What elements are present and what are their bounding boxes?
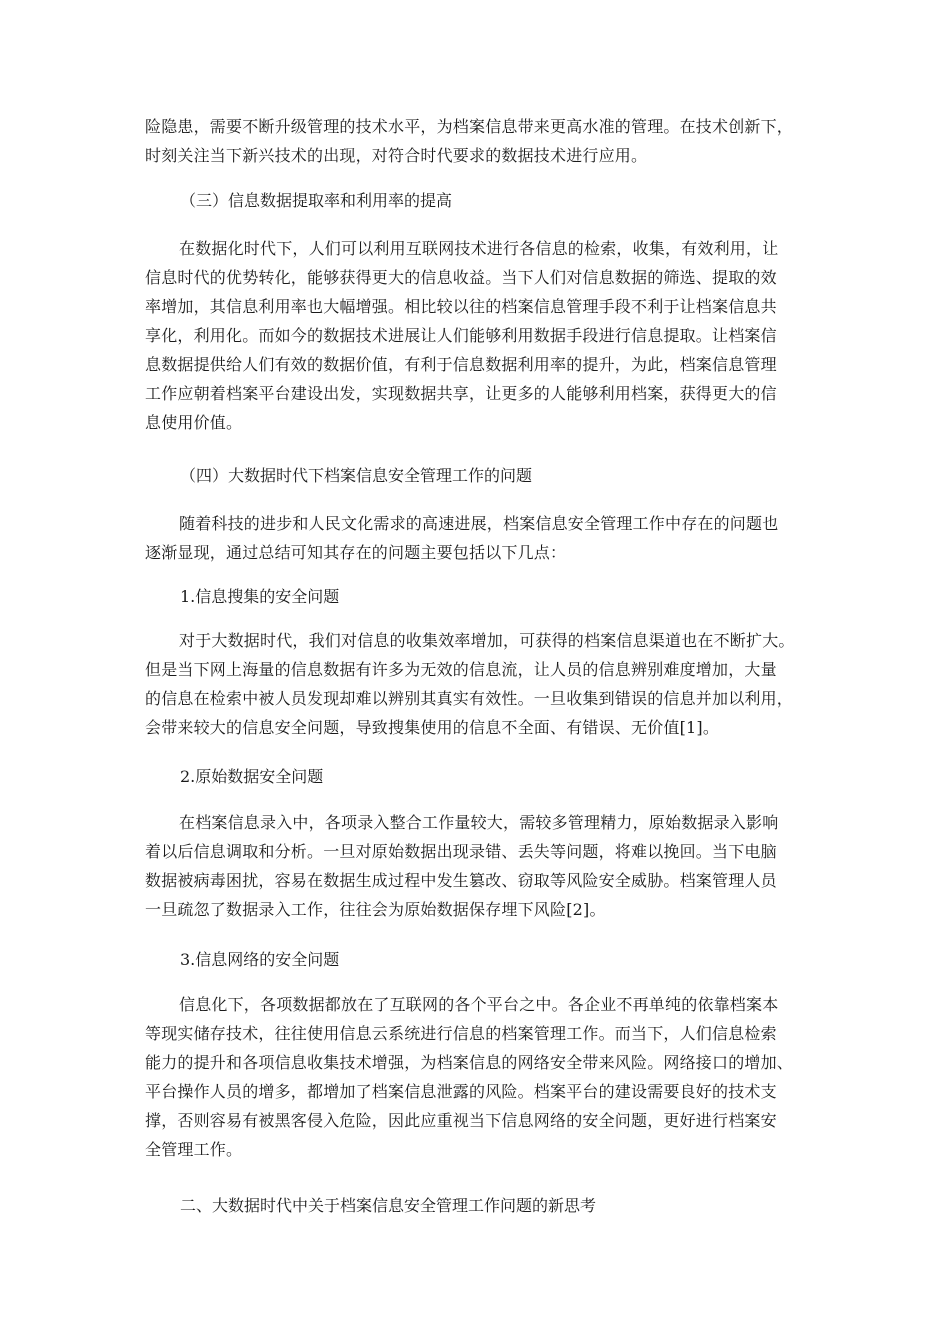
text-line: 险隐患，需要不断升级管理的技术水平，为档案信息带来更高水准的管理。在技术创新下，	[145, 117, 794, 136]
subsection-heading-1: 1.信息搜集的安全问题	[180, 587, 340, 606]
text-line: 信息时代的优势转化，能够获得更大的信息收益。当下人们对信息数据的筛选、提取的效	[145, 268, 777, 287]
text-line: 逐渐显现，通过总结可知其存在的问题主要包括以下几点：	[145, 543, 567, 562]
text-line: 会带来较大的信息安全问题，导致搜集使用的信息不全面、有错误、无价值[1]。	[145, 718, 720, 737]
text-line: 的信息在检索中被人员发现却难以辨别其真实有效性。一旦收集到错误的信息并加以利用，	[145, 689, 794, 708]
text-line: 在数据化时代下，人们可以利用互联网技术进行各信息的检索，收集，有效利用，让	[179, 239, 779, 258]
paragraph-6	[145, 990, 805, 1164]
section-heading-4: （四）大数据时代下档案信息安全管理工作的问题	[180, 466, 533, 485]
section-heading-3: （三）信息数据提取率和利用率的提高	[180, 191, 453, 210]
text-line: 在档案信息录入中，各项录入整合工作量较大，需较多管理精力，原始数据录入影响	[179, 813, 779, 832]
text-line: 数据被病毒困扰，容易在数据生成过程中发生篡改、窃取等风险安全威胁。档案管理人员	[145, 871, 777, 890]
text-line: 时刻关注当下新兴技术的出现，对符合时代要求的数据技术进行应用。	[145, 146, 648, 165]
subsection-heading-2: 2.原始数据安全问题	[180, 767, 324, 786]
paragraph-1	[145, 112, 805, 170]
subsection-heading-3: 3.信息网络的安全问题	[180, 950, 340, 969]
text-line: 等现实储存技术，往往使用信息云系统进行信息的档案管理工作。而当下，人们信息检索	[145, 1024, 777, 1043]
text-line: 一旦疏忽了数据录入工作，往往会为原始数据保存埋下风险[2]。	[145, 900, 606, 919]
paragraph-5	[145, 808, 805, 924]
text-line: 着以后信息调取和分析。一旦对原始数据出现录错、丢失等问题，将难以挽回。当下电脑	[145, 842, 777, 861]
chapter-heading-2: 二、大数据时代中关于档案信息安全管理工作问题的新思考	[180, 1196, 597, 1215]
text-line: 随着科技的进步和人民文化需求的高速进展，档案信息安全管理工作中存在的问题也	[179, 514, 779, 533]
text-line: 息数据提供给人们有效的数据价值，有利于信息数据利用率的提升，为此，档案信息管理	[145, 355, 777, 374]
text-line: 撑，否则容易有被黑客侵入危险，因此应重视当下信息网络的安全问题，更好进行档案安	[145, 1111, 777, 1130]
text-line: 全管理工作。	[145, 1140, 243, 1159]
text-line: 对于大数据时代，我们对信息的收集效率增加，可获得的档案信息渠道也在不断扩大。	[179, 631, 795, 650]
text-line: 率增加，其信息利用率也大幅增强。相比较以往的档案信息管理手段不利于让档案信息共	[145, 297, 777, 316]
text-line: 息使用价值。	[145, 413, 243, 432]
text-line: 平台操作人员的增多，都增加了档案信息泄露的风险。档案平台的建设需要良好的技术支	[145, 1082, 777, 1101]
text-line: 信息化下，各项数据都放在了互联网的各个平台之中。各企业不再单纯的依靠档案本	[179, 995, 779, 1014]
text-line: 工作应朝着档案平台建设出发，实现数据共享，让更多的人能够利用档案，获得更大的信	[145, 384, 777, 403]
text-line: 能力的提升和各项信息收集技术增强，为档案信息的网络安全带来风险。网络接口的增加、	[145, 1053, 794, 1072]
text-line: 但是当下网上海量的信息数据有许多为无效的信息流，让人员的信息辨别难度增加，大量	[145, 660, 777, 679]
paragraph-4	[145, 626, 805, 742]
paragraph-2	[145, 234, 805, 437]
text-line: 享化，利用化。而如今的数据技术进展让人们能够利用数据手段进行信息提取。让档案信	[145, 326, 777, 345]
paragraph-3	[145, 509, 805, 567]
